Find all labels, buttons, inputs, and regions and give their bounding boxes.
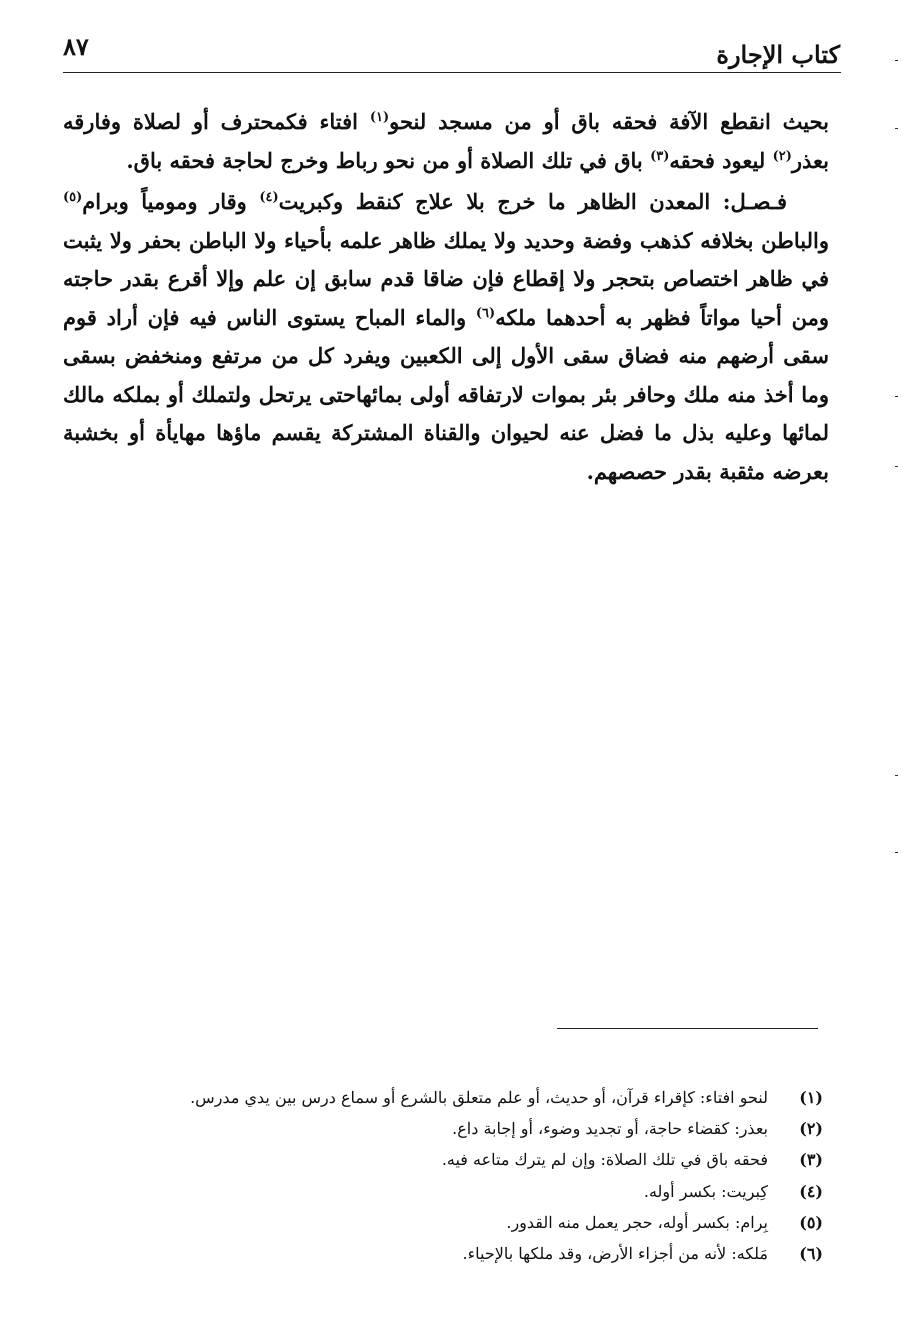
scan-margin-mark — [895, 466, 898, 467]
footnote-text: كِبريت: بكسر أوله. — [643, 1181, 768, 1201]
footnote-number: (١) — [799, 1088, 823, 1107]
footnote-text: فحقه باق في تلك الصلاة: وإن لم يترك متاعه فيه. — [441, 1150, 768, 1170]
footnotes — [63, 1082, 823, 1269]
text-segment: : المعدن الظاهر ما خرج بلا علاج كنقط وكبريت — [278, 189, 731, 214]
scan-margin-mark — [895, 128, 898, 129]
footnote-number: (٢) — [799, 1119, 823, 1139]
footnote-text: بعذر: كقضاء حاجة، أو تجديد وضوء، أو إجابة داع. — [452, 1119, 768, 1139]
section-heading: فـصـل — [730, 189, 787, 214]
footnote-ref-6: (٦) — [475, 305, 496, 321]
footnote-number: (٥) — [799, 1212, 823, 1232]
page-number: ٨٧ — [63, 32, 89, 61]
text-segment: والباطن بخلافه كذهب وفضة وحديد ولا يملك ظاهر علمه بأحياء ولا الباطن بحفر ولا يثبت في ظاهر اختصاص بتحجر ولا إقطاع فإن ضاقا قدم سابق إن علم وإلا أقرع بقدر حاجته ومن أحيا مواتاً فظهر به أحدهما ملكه — [63, 227, 829, 330]
footnote-text: مَلكه: لأنه من أجزاء الأرض، وقد ملكها بالإحياء. — [462, 1244, 768, 1264]
footnote-text: بِرام: بكسر أوله، حجر يعمل منه القدور. — [506, 1212, 768, 1232]
text-segment: باق في تلك الصلاة أو من نحو رباط وخرج لحاجة فحقه باق. — [126, 147, 651, 173]
footnote-6 — [63, 1238, 823, 1269]
footnote-1 — [63, 1082, 823, 1113]
footnote-ref-5: (٥) — [63, 190, 83, 205]
scan-margin-mark — [895, 775, 898, 776]
text-segment: بحيث انقطع الآفة فحقه باق أو من مسجد لنحو — [389, 109, 829, 134]
scan-margin-mark — [895, 852, 898, 853]
footnote-ref-1: (١) — [369, 110, 390, 125]
text-segment: وقار ومومياً وبرام — [82, 189, 260, 214]
footnote-number: (٦) — [799, 1244, 823, 1264]
footnote-3 — [63, 1144, 823, 1175]
text-segment: ليعود فحقه — [669, 147, 773, 173]
header-divider — [63, 72, 841, 73]
paragraph-1 — [63, 103, 829, 180]
footnote-5 — [63, 1207, 823, 1238]
paragraph-2 — [63, 183, 829, 491]
footnote-ref-3: (٣) — [650, 148, 670, 164]
main-text — [63, 103, 829, 491]
footnote-ref-2: (٢) — [772, 148, 792, 164]
footnote-4 — [63, 1176, 823, 1207]
footnote-2 — [63, 1113, 823, 1144]
footnote-number: (٤) — [799, 1181, 823, 1201]
footnote-text: لنحو افتاء: كإقراء قرآن، أو حديث، أو علم متعلق بالشرع أو سماع درس بين يدي مدرس. — [190, 1088, 768, 1107]
scan-margin-mark — [895, 60, 898, 61]
text-segment: افتاء فكمحترف أو لصلاة وفارقه بعذر — [63, 109, 829, 173]
footnote-divider — [557, 1028, 818, 1029]
text-segment: والماء المباح يستوى الناس فيه فإن أراد قوم سقى أرضهم منه فضاق سقى الأول إلى الكعبين ويفرد كل من مرتفع ومنخفض بسقى وما أخذ منه ملك وحافر بئر بموات لارتفاقه أولى بمائهاحتى يرتحل ولتملك أو بملكه مالك لمائها وعليه بذل ما فضل عنه لحيوان والقناة المشتركة يقسم ماؤها مهايأة أو بخشبة بعرضه مثقبة بقدر حصصهم. — [63, 304, 829, 484]
chapter-title: كتاب الإجارة — [716, 40, 840, 69]
footnote-number: (٣) — [799, 1150, 823, 1170]
scan-margin-mark — [895, 396, 898, 397]
footnote-ref-4: (٤) — [259, 190, 279, 205]
